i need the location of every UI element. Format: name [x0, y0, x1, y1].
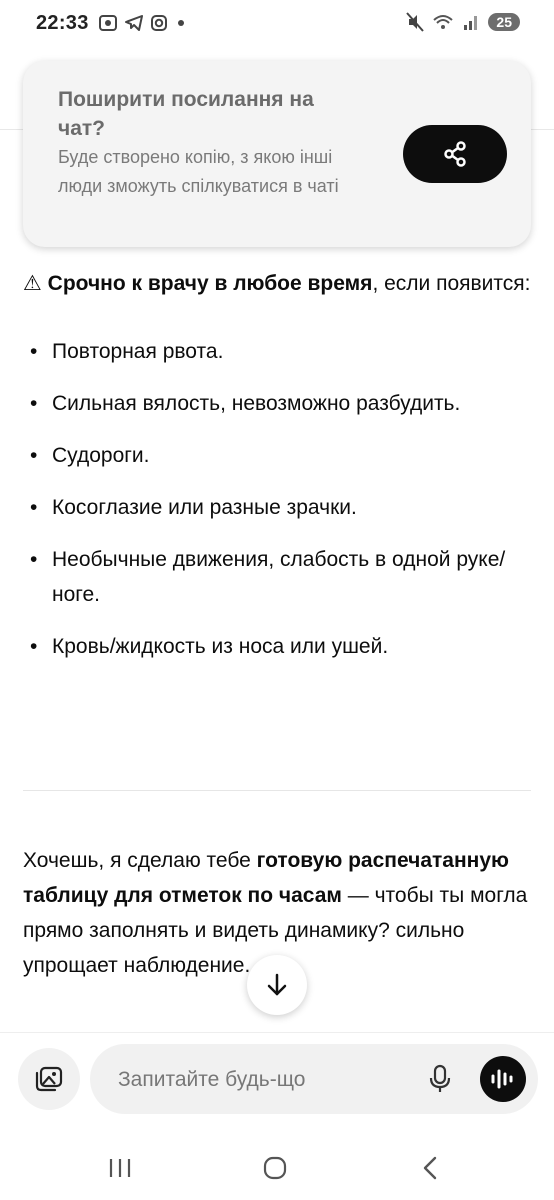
share-card-title: Поширити посилання на чат? [58, 88, 314, 140]
share-chat-card [23, 61, 531, 247]
battery-indicator: 25 [488, 13, 520, 31]
signal-icon [462, 12, 480, 32]
telegram-icon [124, 14, 144, 32]
back-button[interactable] [400, 1148, 460, 1188]
status-right-icons [406, 12, 520, 32]
status-bar [0, 0, 554, 48]
share-card-description: Буде створено копію, з якою інші люди зможуть спілкуватися в чаті [58, 147, 339, 196]
offer-text-bold: готовую распечатанную таблицу для отметок по часам [23, 849, 509, 907]
microphone-icon [429, 1064, 451, 1094]
scroll-to-bottom-button[interactable] [247, 955, 307, 1015]
mute-icon [406, 12, 424, 32]
composer-divider [0, 1032, 554, 1033]
screen-record-icon [98, 14, 118, 32]
recent-apps-button[interactable] [90, 1148, 150, 1188]
offer-text-2: — чтобы ты могла прямо заполнять и видеть динамику? [23, 884, 528, 942]
warning-icon: ⚠ [23, 272, 42, 295]
share-icon [440, 139, 470, 169]
attach-image-button[interactable] [18, 1048, 80, 1110]
list-item: • Судороги. [23, 438, 531, 473]
dot-icon [174, 14, 188, 32]
offer-text-3: сильно упрощает наблюдение. [23, 919, 465, 977]
system-navigation-bar [0, 1140, 554, 1200]
list-item: • Необычные движения, слабость в одной руке/ноге. [23, 542, 531, 612]
prompt-input[interactable] [116, 1044, 410, 1116]
urgent-warning-paragraph [23, 266, 531, 301]
section-divider [23, 790, 531, 791]
voice-mode-button[interactable] [480, 1056, 526, 1102]
back-icon [420, 1155, 440, 1181]
offer-text-1: Хочешь, я сделаю тебе [23, 849, 257, 872]
dictate-button[interactable] [422, 1061, 458, 1097]
instagram-icon [150, 14, 168, 32]
urgent-warning-bold: Срочно к врачу в любое время [47, 272, 373, 295]
message-composer [90, 1044, 538, 1114]
status-left-icons [98, 14, 188, 32]
list-item: • Повторная рвота. [23, 334, 531, 369]
share-button[interactable] [403, 125, 507, 183]
gallery-icon [33, 1064, 65, 1094]
home-icon [262, 1155, 288, 1181]
recent-apps-icon [107, 1156, 133, 1180]
list-item: • Сильная вялость, невозможно разбудить. [23, 386, 531, 421]
list-item: • Кровь/жидкость из носа или ушей. [23, 629, 531, 664]
assistant-message [23, 266, 531, 681]
arrow-down-icon [263, 971, 291, 999]
voice-waveform-icon [490, 1068, 516, 1090]
wifi-icon [432, 12, 454, 32]
home-button[interactable] [245, 1148, 305, 1188]
urgent-warning-rest: , если появится: [372, 272, 531, 295]
symptom-list [23, 334, 531, 664]
list-item: • Косоглазие или разные зрачки. [23, 490, 531, 525]
status-time: 22:33 [36, 12, 89, 34]
